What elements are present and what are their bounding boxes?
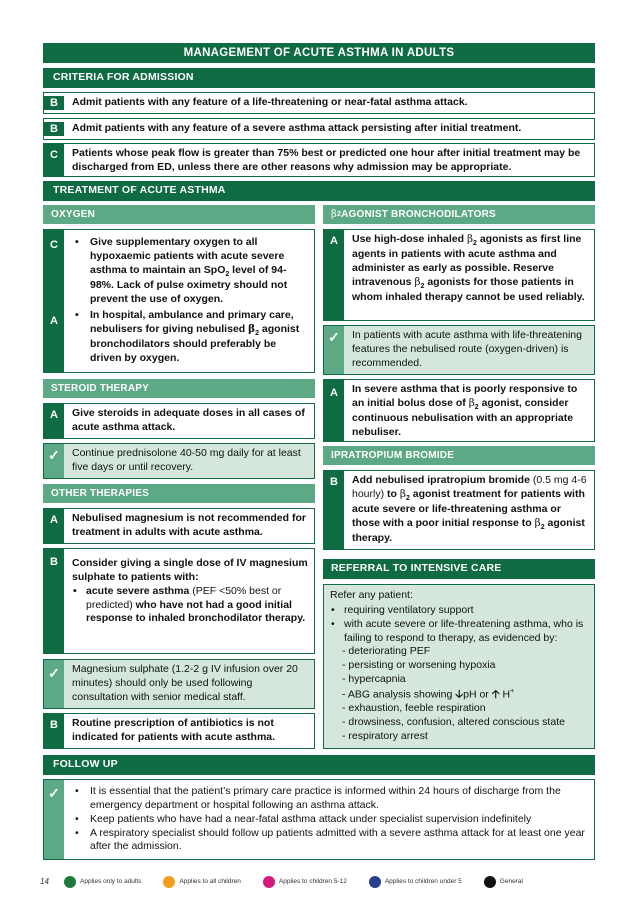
beta-agonist-heading: β 2 AGONIST BRONCHODILATORS <box>323 205 595 224</box>
criteria-row-1 <box>43 92 595 114</box>
other-text-1: Nebulised magnesium is not recommended for treatment in adults with acute asthma. <box>72 512 306 538</box>
followup-row <box>43 779 595 860</box>
other-text-2: Consider giving a single dose of IV magnesium sulphate to patients with: • acute severe asthma (PEF <50% best or predicted) who have not had a good initial response to inhaled bronchodilator therapy. <box>64 549 314 653</box>
check-icon: ✓ <box>324 326 344 374</box>
check-icon: ✓ <box>44 780 64 859</box>
criteria-heading: CRITERIA FOR ADMISSION <box>43 68 595 88</box>
other-row-2 <box>43 548 315 654</box>
black-dot-icon <box>484 876 496 888</box>
beta-row-3 <box>323 379 595 442</box>
steroid-row-1 <box>43 403 315 439</box>
oxygen-text <box>64 230 314 372</box>
oxygen-row <box>43 229 315 373</box>
arrow-down-icon: 🡣 <box>455 687 464 701</box>
beta-text-3: In severe asthma that is poorly responsive to an initial bolus dose of $\beta_2$ agonist, consider continuous nebulisation with an appropriate nebuliser. <box>352 383 578 439</box>
orange-dot-icon <box>163 876 175 888</box>
steroid-row-2 <box>43 443 315 479</box>
beta-text-1: Use high-dose inhaled $\beta_2$ agonists as first line agents in patients with acute asthma and administer as early as possible. Reserve intravenous $\beta_2$ agonists for those patients in whom inhaled therapy cannot be used reliably. <box>352 233 585 304</box>
grade-badge: B <box>44 549 64 653</box>
criteria-text-3: Patients whose peak flow is greater than 75% best or predicted one hour after initial treatment may be discharged from ED, unless there are other reasons why admission may be appropriate. <box>72 147 581 173</box>
referral-box <box>323 584 595 749</box>
grade-badge: B <box>324 471 344 549</box>
grade-a: A <box>50 315 58 327</box>
legend-general: General <box>484 876 523 888</box>
grade-badge: B <box>44 714 64 748</box>
grade-c: C <box>50 239 58 251</box>
beta-text-2: In patients with acute asthma with life-threatening features the nebulised route (oxygen-driven) is recommended. <box>352 329 582 369</box>
oxygen-bullet-1: • Give supplementary oxygen to all hypoxaemic patients with acute severe asthma to maintain an SpO$_2$ level of 94-98%. Lack of pulse oximetry should not prevent the use of oxygen. <box>72 236 308 307</box>
legend-all-children: Applies to all children <box>163 876 240 888</box>
referral-heading: REFERRAL TO INTENSIVE CARE <box>323 559 595 579</box>
other-therapies-heading: OTHER THERAPIES <box>43 484 315 503</box>
other-row-1 <box>43 508 315 544</box>
abg-item: - ABG analysis showing 🡣pH or 🡡 H+ <box>342 687 515 701</box>
other-text-3: Magnesium sulphate (1.2-2 g IV infusion over 20 minutes) should only be used following consultation with senior medical staff. <box>72 663 298 703</box>
oxygen-bullet-2: • In hospital, ambulance and primary care, nebulisers for giving nebulised $\beta_2$ agonist bronchodilators should preferably be driven by oxygen. <box>72 309 308 366</box>
legend-children-5-12: Applies to children 5-12 <box>263 876 347 888</box>
grade-badge: A <box>324 380 344 441</box>
page-title: MANAGEMENT OF ACUTE ASTHMA IN ADULTS <box>183 47 455 59</box>
criteria-text-2: Admit patients with any feature of a severe asthma attack persisting after initial treatment. <box>72 122 522 135</box>
arrow-up-icon: 🡡 <box>491 687 500 701</box>
grade-badge: B <box>44 96 64 111</box>
grade-badge: A <box>44 509 64 543</box>
grade-badge: A <box>44 404 64 438</box>
steroid-heading: STEROID THERAPY <box>43 379 315 398</box>
page-title-bar <box>43 43 595 63</box>
steroid-text-1: Give steroids in adequate doses in all cases of acute asthma attack. <box>72 407 305 433</box>
magenta-dot-icon <box>263 876 275 888</box>
referral-bullet-2: • with acute severe or life-threatening asthma, who is failing to respond to therapy, as evidenced by: <box>330 618 588 646</box>
other-row-3 <box>43 659 315 709</box>
grade-badge-stack <box>44 230 64 372</box>
check-icon: ✓ <box>44 444 64 478</box>
treatment-heading: TREATMENT OF ACUTE ASTHMA <box>43 181 595 201</box>
criteria-row-2 <box>43 118 595 140</box>
ipratropium-row-1 <box>323 470 595 550</box>
footer-legend <box>40 874 598 890</box>
navy-dot-icon <box>369 876 381 888</box>
ipratropium-text-1: Add nebulised ipratropium bromide (0.5 mg 4-6 hourly) to $\beta_2$ agonist treatment for patients with acute severe or life-threatening asthma or those with a poor initial response to $\beta_2$ agonist therapy. <box>352 474 587 545</box>
beta-row-1 <box>323 229 595 321</box>
referral-bullet-1: • requiring ventilatory support <box>330 604 588 618</box>
grade-badge: C <box>44 144 64 176</box>
criteria-text-1: Admit patients with any feature of a life-threatening or near-fatal asthma attack. <box>72 96 468 109</box>
legend-adults: Applies only to adults <box>64 876 141 888</box>
green-dot-icon <box>64 876 76 888</box>
grade-badge: A <box>324 230 344 320</box>
legend-children-under-5: Applies to children under 5 <box>369 876 462 888</box>
page-number: 14 <box>40 876 49 886</box>
followup-heading: FOLLOW UP <box>43 755 595 775</box>
other-text-4: Routine prescription of antibiotics is not indicated for patients with acute asthma. <box>72 717 276 743</box>
referral-text: Refer any patient: • requiring ventilatory support • with acute severe or life-threatening asthma, who is failing to respond to therapy, as evidenced by: - deteriorating PEF - persisting or worsening hypoxia - hypercapnia - ABG analysis showing 🡣pH or 🡡 H+ - exhaustion, feeble respiration - drowsiness, confusion, altered conscious state - respiratory arrest <box>324 585 594 748</box>
beta-row-2 <box>323 325 595 375</box>
other-row-4 <box>43 713 315 749</box>
followup-text: • It is essential that the patient’s primary care practice is informed within 24 hours of discharge from the emergency department or hospital following an asthma attack. • Keep patients who have had a near-fatal asthma attack under specialist supervision indefinitely • A respiratory specialist should follow up patients admitted with a severe asthma attack for at least one year after the admission. <box>64 780 594 859</box>
criteria-row-3 <box>43 143 595 177</box>
grade-badge: B <box>44 122 64 137</box>
ipratropium-heading: IPRATROPIUM BROMIDE <box>323 446 595 465</box>
oxygen-heading: OXYGEN <box>43 205 315 224</box>
steroid-text-2: Continue prednisolone 40-50 mg daily for at least five days or until recovery. <box>72 447 301 473</box>
check-icon: ✓ <box>44 660 64 708</box>
